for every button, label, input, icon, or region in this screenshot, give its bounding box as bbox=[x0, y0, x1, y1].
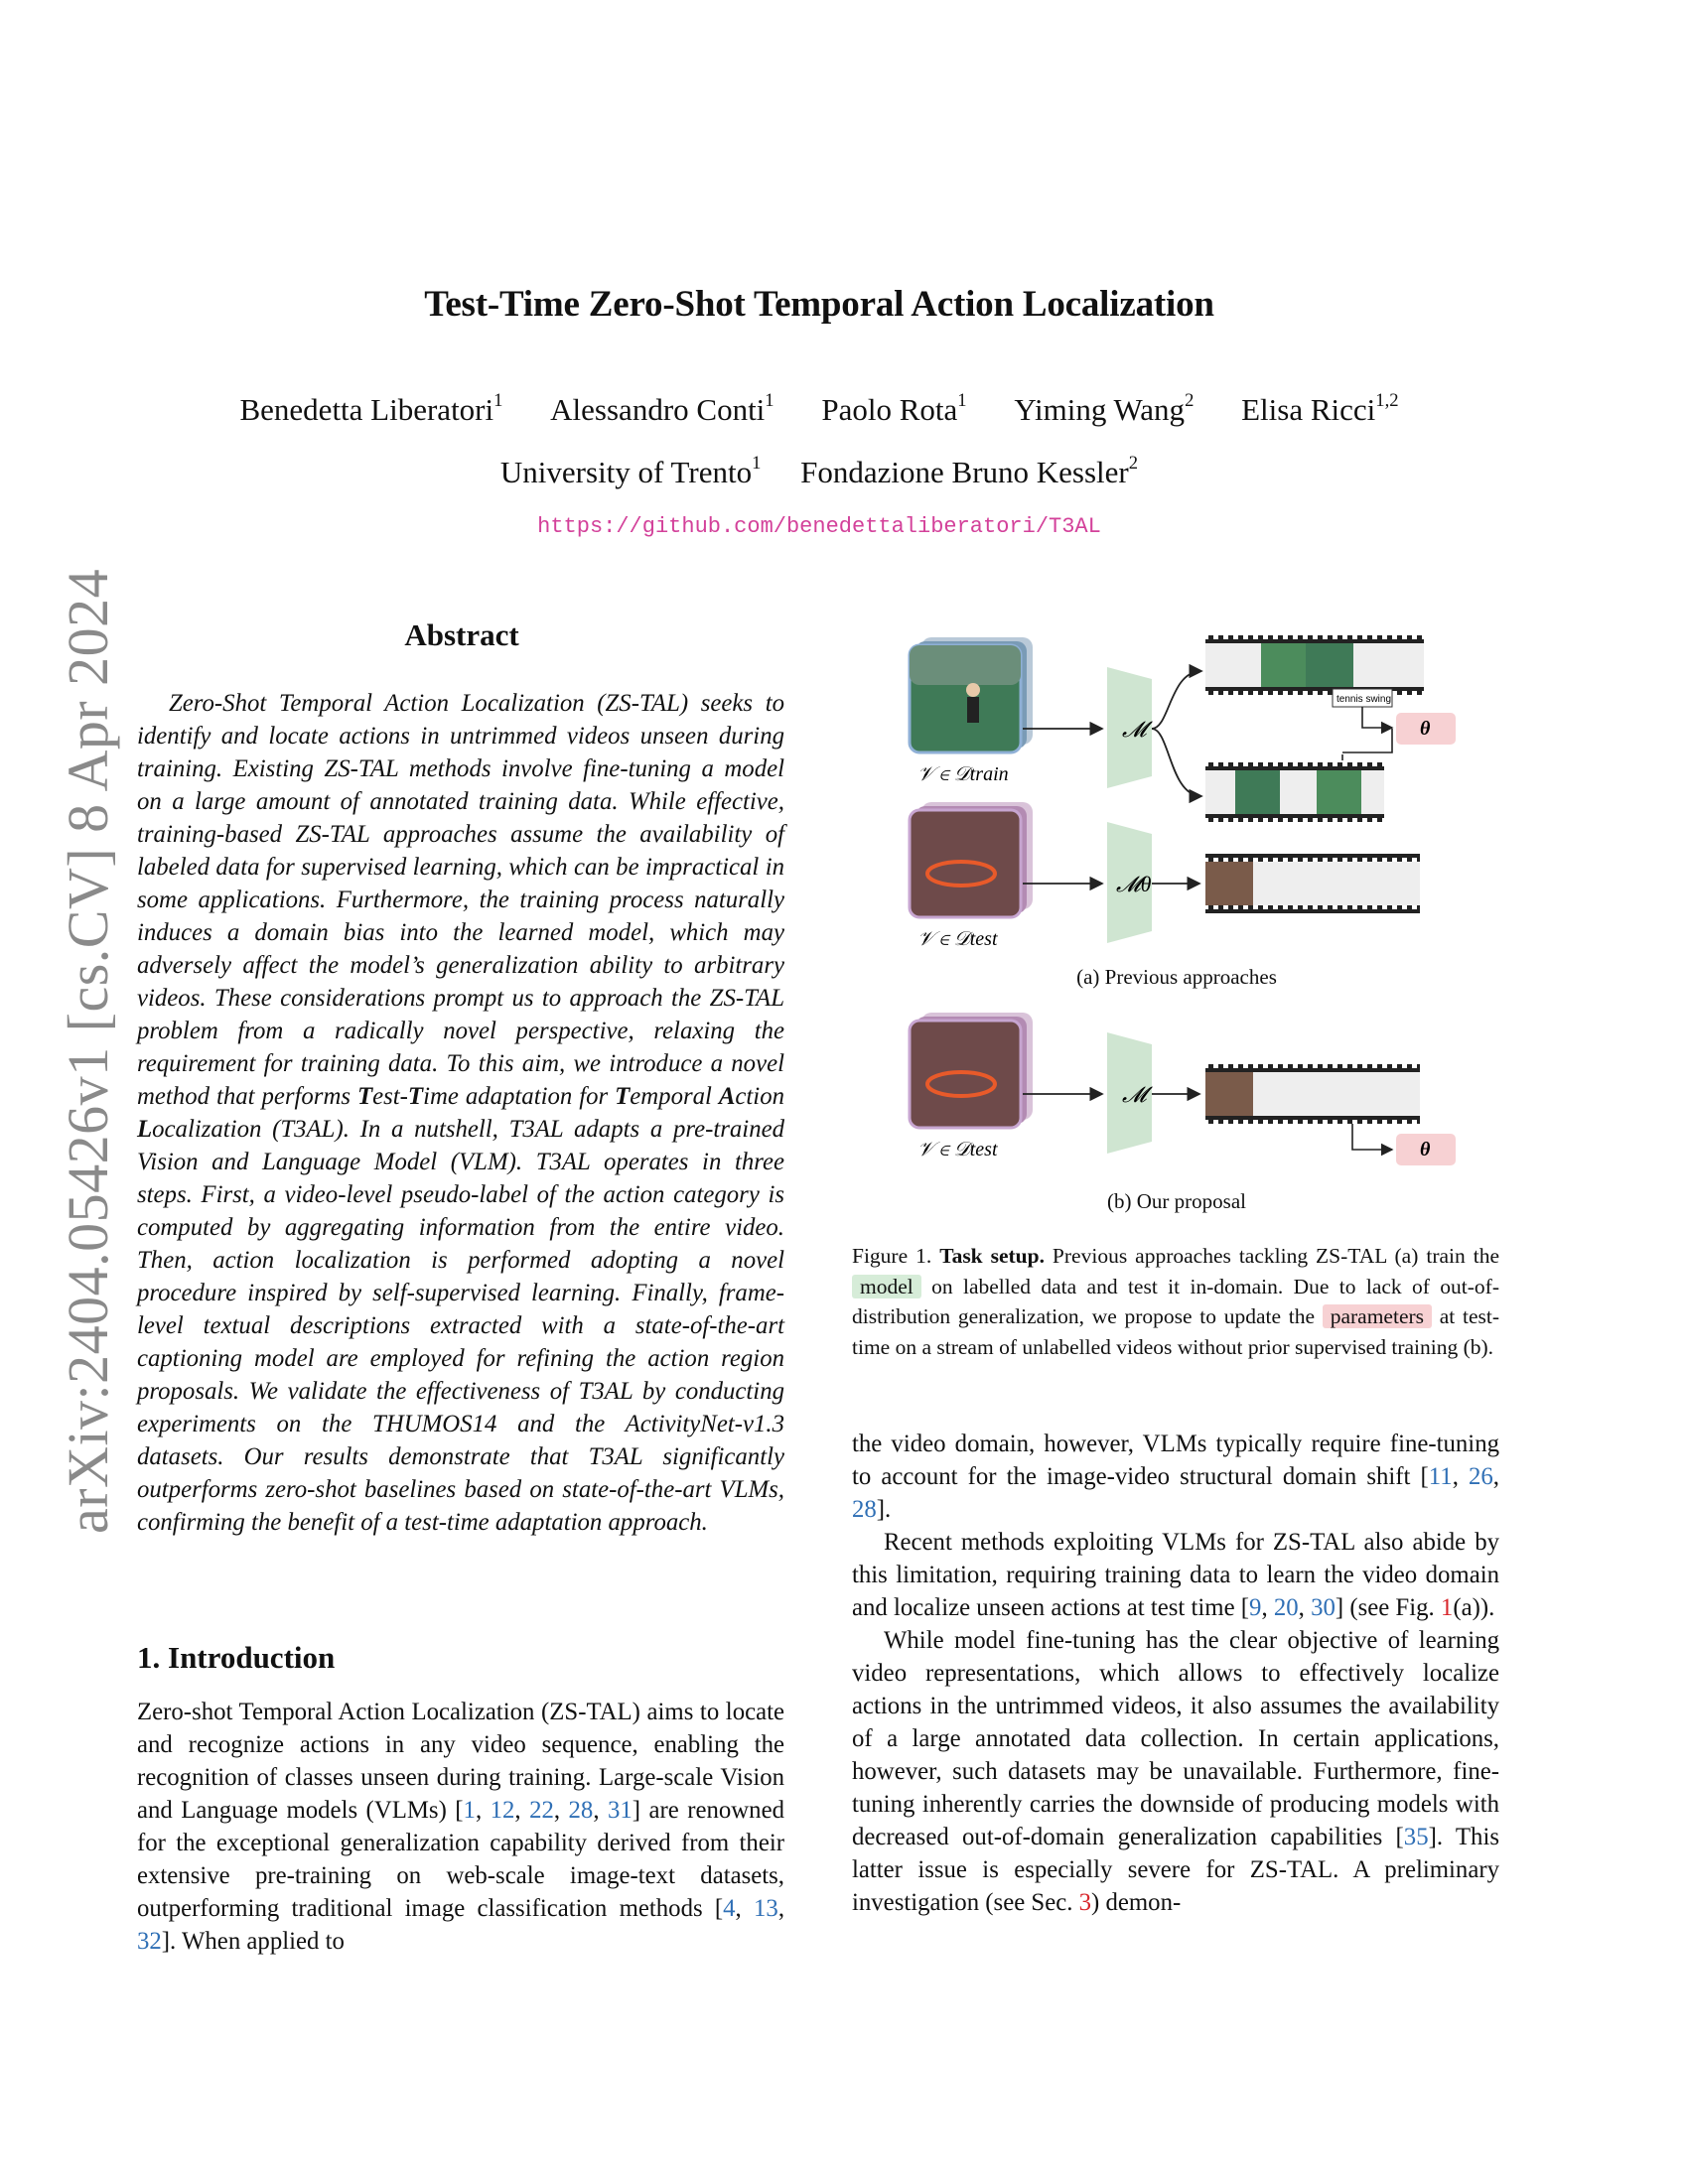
author-2: Alessandro Conti$^1$ bbox=[550, 390, 774, 427]
model-theta-label: 𝓜θ bbox=[1116, 872, 1152, 896]
figure-1-diagram bbox=[904, 625, 1460, 1166]
right-column-text bbox=[852, 1428, 1499, 1919]
parameters-highlight: parameters bbox=[1323, 1304, 1432, 1328]
film-strip-train-2 bbox=[1205, 762, 1384, 822]
film-strip-test-b bbox=[1205, 1064, 1420, 1124]
train-video-thumbnail bbox=[910, 637, 1033, 752]
theta-label-b: θ bbox=[1420, 1139, 1431, 1160]
affiliation-1: University of Trento$^1$ bbox=[499, 453, 762, 489]
citation-link[interactable]: 9 bbox=[1249, 1594, 1262, 1621]
citation-link[interactable]: 30 bbox=[1311, 1594, 1336, 1621]
citation-link[interactable]: 22 bbox=[529, 1797, 554, 1824]
intro-paragraph: Zero-shot Temporal Action Localization (ZS-TAL) aims to locate and recognize actions in any video sequence, enabling the recognition of classes unseen during training. Large-scale Vision and Language models (VLMs) [1, 12, 22, 28, 31] are renowned for the exceptional generalization capability derived from their extensive pre-training on web-scale image-text datasets, outperforming traditional image classification methods [4, 13, 32]. When applied to bbox=[137, 1699, 785, 1955]
section-ref-link[interactable]: 3 bbox=[1078, 1889, 1092, 1916]
citation-link[interactable]: 20 bbox=[1273, 1594, 1299, 1621]
author-5: Elisa Ricci$^{1,2}$ bbox=[1241, 390, 1399, 427]
author-list bbox=[0, 392, 1638, 428]
abstract-heading: Abstract bbox=[404, 617, 519, 652]
figure-ref-link[interactable]: 1 bbox=[1440, 1594, 1454, 1621]
citation-link[interactable]: 32 bbox=[137, 1928, 162, 1955]
model-label-b: 𝓜 bbox=[1122, 1082, 1147, 1107]
figure-1-caption: Figure 1. Task setup. Previous approaches tackling ZS-TAL (a) train the model on labelled data and test it in-domain. Due to lack of out-of-distribution generalization, we propose to update the parameters at test-time on a stream of unlabelled videos without prior supervised training (b). bbox=[852, 1244, 1499, 1359]
theta-label: θ bbox=[1420, 718, 1431, 740]
citation-link[interactable]: 12 bbox=[490, 1797, 515, 1824]
model-highlight: model bbox=[852, 1275, 921, 1298]
citation-link[interactable]: 1 bbox=[463, 1797, 476, 1824]
citation-link[interactable]: 31 bbox=[607, 1797, 633, 1824]
test-video-thumbnail-a bbox=[910, 802, 1033, 917]
arxiv-stamp: arXiv:2404.05426v1 [cs.CV] 8 Apr 2024 bbox=[56, 568, 120, 1534]
citation-link[interactable]: 11 bbox=[1428, 1463, 1453, 1490]
paper-title: Test-Time Zero-Shot Temporal Action Localization bbox=[424, 284, 1214, 325]
film-strip-train-1 bbox=[1205, 635, 1424, 695]
paragraph: While model fine-tuning has the clear objective of learning video representations, which allows to effectively localize actions in the untrimmed videos, it also assumes the availability of a large annotated data collection. In certain applications, however, such datasets may be unavailable. Furthermore, fine-tuning inherently carries the downside of producing models with decreased out-of-domain generalization capabilities [35]. This latter issue is especially severe for ZS-TAL. A preliminary investigation (see Sec. 3) demon- bbox=[852, 1627, 1499, 1916]
tennis-swing-label: tennis swing bbox=[1336, 694, 1392, 705]
author-1: Benedetta Liberatori$^1$ bbox=[239, 390, 503, 427]
test-set-label-a: 𝒱 ∈ 𝒟test bbox=[917, 928, 998, 950]
author-4: Yiming Wang$^2$ bbox=[1014, 390, 1195, 427]
citation-link[interactable]: 4 bbox=[723, 1895, 736, 1922]
citation-link[interactable]: 35 bbox=[1403, 1824, 1429, 1850]
author-3: Paolo Rota$^1$ bbox=[821, 390, 967, 427]
project-url-link[interactable]: https://github.com/benedettaliberatori/T3AL bbox=[537, 514, 1101, 539]
model-label: 𝓜 bbox=[1122, 717, 1147, 742]
subcaption-a: (a) Previous approaches bbox=[1076, 965, 1277, 989]
citation-link[interactable]: 13 bbox=[754, 1895, 778, 1922]
citation-link[interactable]: 28 bbox=[852, 1496, 877, 1523]
citation-link[interactable]: 28 bbox=[568, 1797, 594, 1824]
intro-heading: 1. Introduction bbox=[137, 1640, 336, 1675]
citation-link[interactable]: 26 bbox=[1469, 1463, 1493, 1490]
paragraph: Recent methods exploiting VLMs for ZS-TAL also abide by this limitation, requiring training data to learn the video domain and localize unseen actions at test time [9, 20, 30] (see Fig. 1(a)). bbox=[852, 1529, 1499, 1621]
test-set-label-b: 𝒱 ∈ 𝒟test bbox=[917, 1139, 998, 1160]
affiliation-2: Fondazione Bruno Kessler$^2$ bbox=[800, 453, 1139, 489]
test-video-thumbnail-b bbox=[910, 1013, 1033, 1128]
train-set-label: 𝒱 ∈ 𝒟train bbox=[917, 763, 1009, 785]
subcaption-b: (b) Our proposal bbox=[1107, 1189, 1246, 1213]
paragraph: the video domain, however, VLMs typically require fine-tuning to account for the image-video structural domain shift [11, 26, 28]. bbox=[852, 1431, 1499, 1523]
abstract-text: Zero-Shot Temporal Action Localization (ZS-TAL) seeks to identify and locate actions in untrimmed videos unseen during training. Existing ZS-TAL methods involve fine-tuning a model on a large amount of annotated training data. While effective, training-based ZS-TAL approaches assume the availability of labeled data for supervised learning, which can be impractical in some applications. Furthermore, the training process naturally induces a domain bias into the learned model, which may adversely affect the model’s generalization ability to arbitrary videos. These considerations prompt us to approach the ZS-TAL problem from a radically novel perspective, relaxing the requirement for training data. To this aim, we introduce a novel method that performs Test-Time adaptation for Temporal Action Localization (T3AL). In a nutshell, T3AL adapts a pre-trained Vision and Language Model (VLM). T3AL operates in three steps. First, a video-level pseudo-label of the action category is computed by aggregating information from the entire video. Then, action localization is performed adopting a novel procedure inspired by self-supervised learning. Finally, frame-level textual descriptions extracted with a state-of-the-art captioning model are employed for refining the action region proposals. We validate the effectiveness of T3AL by conducting experiments on the THUMOS14 and the ActivityNet-v1.3 datasets. Our results demonstrate that T3AL significantly outperforms zero-shot baselines based on state-of-the-art VLMs, confirming the benefit of a test-time adaptation approach. bbox=[137, 690, 785, 1536]
film-strip-test-a bbox=[1205, 854, 1420, 913]
affiliations bbox=[0, 455, 1638, 490]
